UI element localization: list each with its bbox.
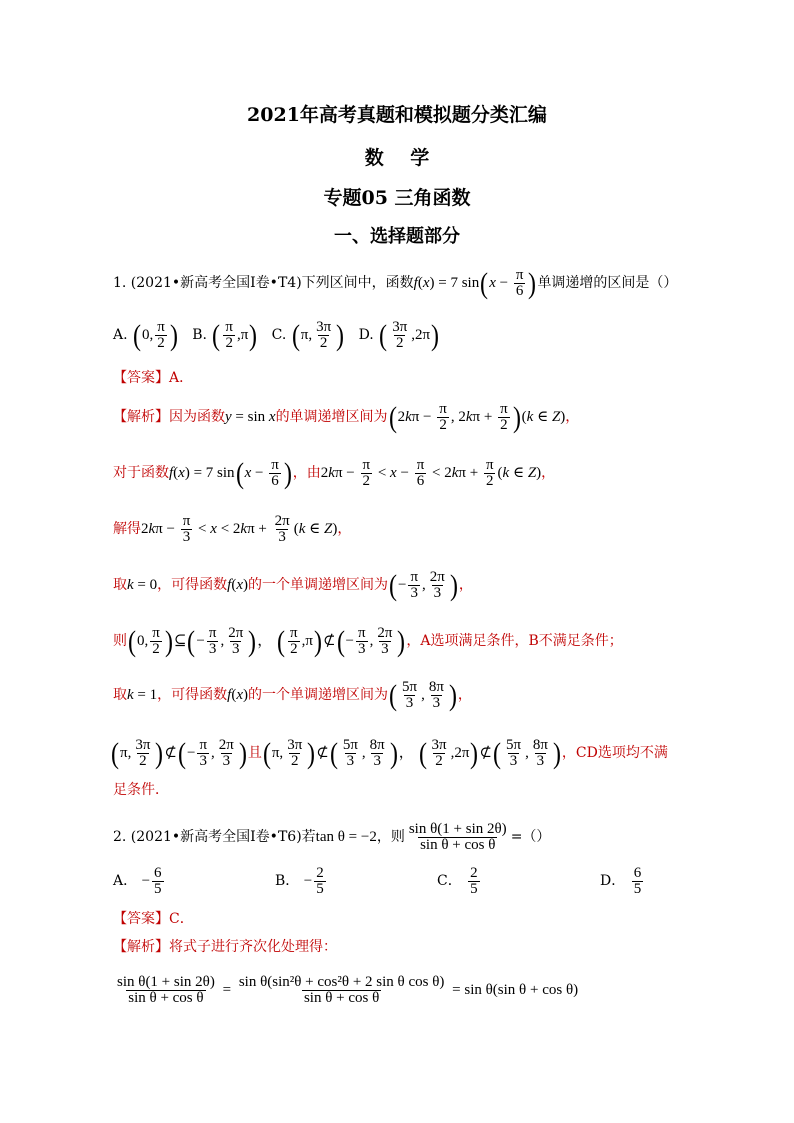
- q1-l1-text-a: 因为函数: [169, 408, 225, 425]
- q1-l7-formula-a: (π, $\frac{3\pi}{2}$ )⊄(− $\frac{\pi}{3}$ , $\frac{2\pi}{3}$ ): [111, 736, 247, 770]
- q1-l2-text-a: 对于函数: [113, 464, 169, 481]
- q1-l4-text-b: ，可得函数: [157, 576, 228, 593]
- q1-l5-text-b: ，A选项满足条件，B不满足条件；: [406, 632, 623, 649]
- q1-l4-formula-b: f(x): [227, 576, 248, 593]
- q1-l7-text-mid: 且: [247, 744, 262, 761]
- q2-option-d-value: $\frac{6}{5}$: [633, 865, 642, 897]
- subject-heading: 数 学: [364, 147, 430, 169]
- q1-l3-text-a: 解得: [113, 520, 141, 537]
- q1-l2-formula-b: 2kπ − $\frac{\pi}{2}$ < x − $\frac{\pi}{6}$ < 2kπ + $\frac{\pi}{2}$ (k ∈ Z): [320, 457, 542, 489]
- q2-option-d-label: D．: [600, 872, 626, 889]
- q2-option-b-value: − $\frac{2}{5}$: [303, 865, 324, 897]
- q2-option-a-value: − $\frac{6}{5}$: [141, 865, 162, 897]
- q1-option-b-label: B.: [192, 326, 207, 343]
- q1-l5-formula: (0, $\frac{\pi}{2}$ )⊆(− $\frac{\pi}{3}$ , $\frac{2\pi}{3}$ )， ( $\frac{\pi}{2}$ ,π)⊄(− $\frac{\pi}{3}$ , $\frac{2\pi}{3}$ ): [128, 624, 406, 658]
- document-title: 2021年高考真题和模拟题分类汇编: [247, 104, 547, 126]
- q1-l1-formula-b: (2kπ − $\frac{\pi}{2}$ , 2kπ + $\frac{\pi}{2}$ )(k ∈ Z): [388, 400, 566, 434]
- q1-option-b-value: ( $\frac{\pi}{2}$ ,π): [212, 318, 258, 352]
- q1-l5-text-a: 则: [113, 632, 127, 649]
- q1-answer-value: A．: [169, 370, 194, 386]
- section-heading: 一、选择题部分: [334, 226, 460, 247]
- q1-answer-tag: 【答案】: [113, 370, 169, 386]
- q1-l6-formula-c: ( $\frac{5\pi}{3}$ , $\frac{8\pi}{3}$ ): [388, 678, 457, 712]
- q2-derivation-formula: $\frac{\text{sin θ(1 + sin 2θ)}}{\text{sin θ + cos θ}}$ = $\frac{\text{sin θ(sin²θ + cos²θ + 2 sin θ cos θ)}}{\text{sin θ + cos θ}}$ = sin θ(sin θ + cos θ): [117, 974, 579, 1006]
- q1-analysis-line-7: [110, 738, 714, 769]
- q1-option-a-label: A.: [113, 326, 128, 343]
- q1-analysis-line-6: 取k = 1，可得函数f(x)的一个单调递增区间为( $\frac{5\pi}{3}$ , $\frac{8\pi}{3}$ )，: [113, 678, 472, 712]
- q2-stem-prefix: 2. (2021•新高考全国Ⅰ卷•T6)若: [113, 828, 316, 845]
- q1-l4-text-c: 的一个单调递增区间为: [247, 576, 388, 593]
- q2-answer: [113, 909, 714, 929]
- q2-answer-value: C．: [169, 911, 194, 927]
- q1-option-d-value: ( $\frac{3\pi}{2}$ ,2π): [379, 318, 440, 352]
- q1-l2-formula-a: f(x) = 7 sin(x − $\frac{\pi}{6}$ ): [169, 456, 292, 490]
- q2-option-a-label: A．: [113, 872, 138, 889]
- q1-l1-formula-a: y = sin x: [225, 408, 276, 425]
- q2-stem-mid: ，则: [376, 828, 405, 845]
- q2-option-b: [275, 866, 328, 897]
- q1-option-c-value: (π, $\frac{3\pi}{2}$ ): [291, 318, 345, 352]
- q1-analysis-line-5: [113, 626, 714, 657]
- q1-option-c-label: C.: [271, 326, 287, 343]
- q1-analysis-tag: 【解析】: [113, 408, 169, 425]
- q1-option-d-label: D.: [358, 326, 374, 343]
- q1-l7-formula-b: (π, $\frac{3\pi}{2}$ )⊄( $\frac{5\pi}{3}$ , $\frac{8\pi}{3}$ )， ( $\frac{3\pi}{2}$ ,2π)⊄( $\frac{5\pi}{3}$ , $\frac{8\pi}{3}$ ): [262, 736, 561, 770]
- q1-stem-suffix: 单调递增的区间是（）: [537, 274, 678, 291]
- q2-analysis-tag: 【解析】: [113, 939, 169, 955]
- q2-option-c: [437, 866, 482, 897]
- q2-analysis-text: 将式子进行齐次化处理得：: [169, 939, 337, 955]
- q2-stem-suffix: =（）: [510, 828, 551, 845]
- q1-l3-formula: 2kπ − $\frac{\pi}{3}$ < x < 2kπ + $\frac{2\pi}{3}$ (k ∈ Z): [141, 513, 338, 545]
- question-1-stem: [113, 268, 714, 299]
- q1-l6-text-c: 的一个单调递增区间为: [247, 686, 388, 703]
- q1-l4-formula-a: k = 0: [127, 576, 158, 593]
- q2-analysis: [113, 937, 714, 957]
- q1-l6-formula-b: f(x): [227, 686, 248, 703]
- q1-analysis-line-8: 足条件．: [113, 782, 169, 798]
- q1-analysis-line-4: 取k = 0，可得函数f(x)的一个单调递增区间为(− $\frac{\pi}{3}$ , $\frac{2\pi}{3}$ )，: [113, 568, 473, 602]
- question-2-stem: [113, 822, 714, 853]
- q1-analysis-line-3: 解得2kπ − $\frac{\pi}{3}$ < x < 2kπ + $\frac{2\pi}{3}$ (k ∈ Z)，: [113, 513, 352, 545]
- q1-analysis-line-2: 对于函数f(x) = 7 sin(x − $\frac{\pi}{6}$ )，由2kπ − $\frac{\pi}{2}$ < x − $\frac{\pi}{6}$ < 2kπ + $\frac{\pi}{2}$ (k ∈ Z)，: [113, 456, 556, 490]
- q1-l6-text-a: 取: [113, 686, 127, 703]
- q1-l2-text-b: ，由: [292, 464, 321, 481]
- q2-expression-formula: $\frac{\text{sin θ(1 + sin 2θ)}}{\text{sin θ + cos θ}}$: [408, 821, 507, 853]
- q2-option-b-label: B．: [275, 872, 300, 889]
- q2-derivation: [113, 975, 714, 1006]
- topic-heading: 专题05 三角函数: [323, 187, 471, 209]
- q2-condition-formula: tan θ = −2: [315, 828, 377, 845]
- question-1-options: [113, 320, 714, 351]
- q1-l4-formula-c: (− $\frac{\pi}{3}$ , $\frac{2\pi}{3}$ ): [388, 568, 458, 602]
- q2-option-c-value: $\frac{2}{5}$: [470, 865, 478, 897]
- q2-answer-tag: 【答案】: [113, 911, 169, 927]
- q1-l6-text-b: ，可得函数: [157, 686, 228, 703]
- q1-l6-formula-a: k = 1: [127, 686, 158, 703]
- q2-option-a: [113, 866, 166, 897]
- q1-stem-prefix: 1. (2021•新高考全国Ⅰ卷•T4)下列区间中，函数: [113, 274, 414, 291]
- q1-answer: [113, 368, 714, 388]
- q1-option-a-value: (0, $\frac{\pi}{2}$ ): [133, 318, 178, 352]
- q1-function-formula: f(x) = 7 sin(x − $\frac{\pi}{6}$ ): [413, 266, 537, 300]
- q1-l4-text-a: 取: [113, 576, 127, 593]
- q2-option-d: [600, 866, 645, 897]
- q2-option-c-label: C．: [437, 872, 462, 889]
- q1-l7-text-end: ，CD选项均不满: [561, 744, 668, 761]
- q1-l1-text-b: 的单调递增区间为: [275, 408, 388, 425]
- q1-analysis-line-1: 【解析】因为函数y = sin x的单调递增区间为(2kπ − $\frac{\pi}{2}$ , 2kπ + $\frac{\pi}{2}$ )(k ∈ Z)，: [113, 400, 580, 434]
